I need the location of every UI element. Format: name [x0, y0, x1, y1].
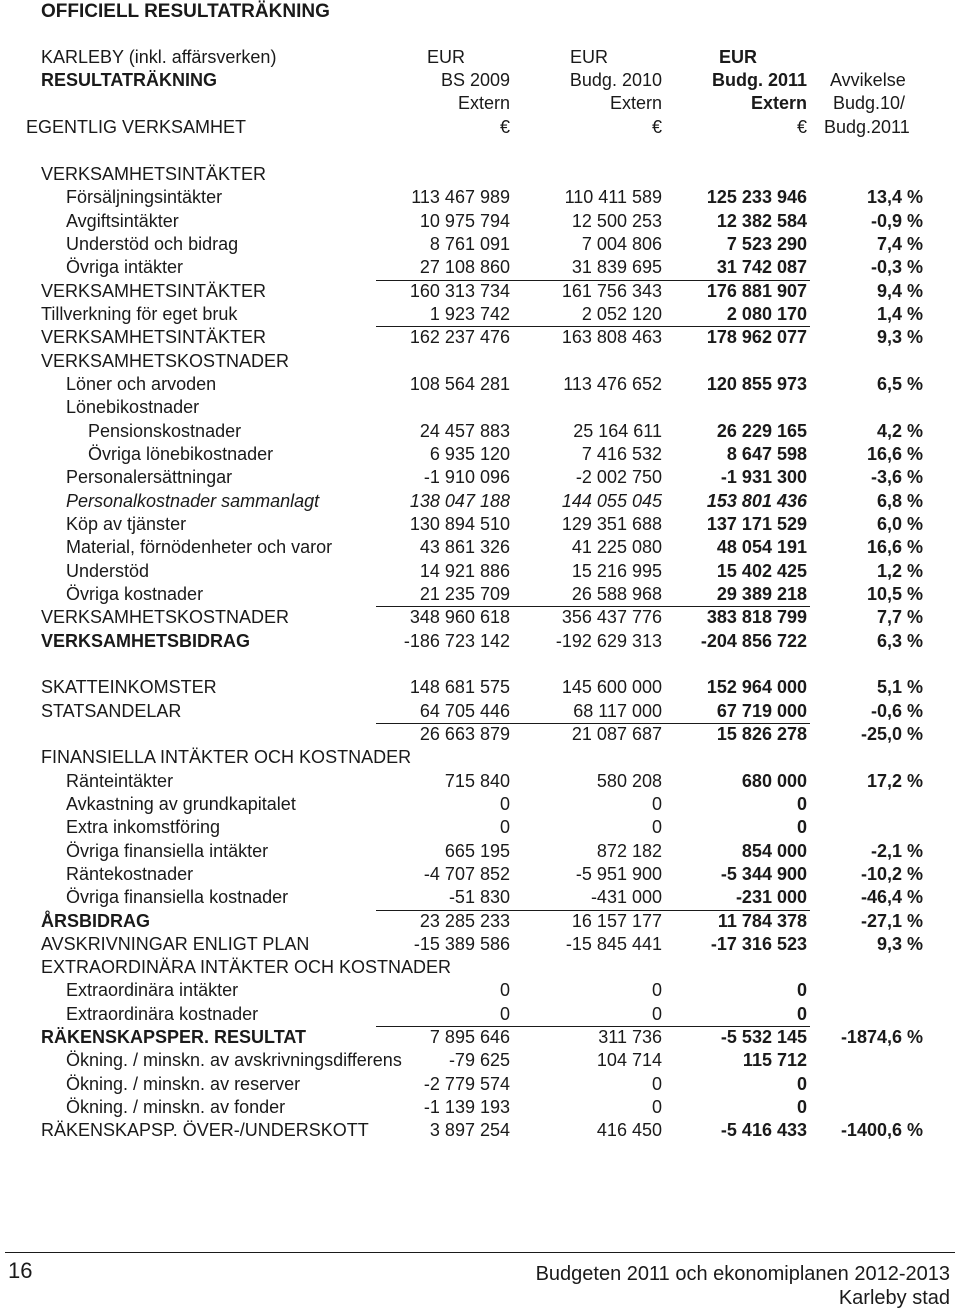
table-row	[0, 350, 960, 373]
row-label: Räntekostnader	[66, 863, 194, 884]
budg2010-value: 16 157 177	[571, 910, 662, 931]
deviation-value: 16,6 %	[866, 537, 923, 558]
income-statement-table	[0, 163, 960, 1143]
deviation-label: Avvikelse	[830, 70, 906, 90]
budg2010-value: -15 845 441	[565, 933, 662, 954]
deviation-value: 1,4 %	[876, 303, 923, 324]
col2-euro-icon: €	[651, 117, 662, 137]
bs2009-value: 43 861 326	[419, 537, 510, 558]
budg2011-value: 15 826 278	[716, 723, 807, 744]
bs2009-value: 0	[499, 817, 510, 838]
budg2011-value: 67 719 000	[716, 700, 807, 721]
table-row	[0, 723, 960, 746]
budg2011-value: -204 856 722	[700, 630, 807, 651]
table-row	[0, 746, 960, 769]
table-row	[0, 186, 960, 209]
bs2009-value: -51 830	[448, 887, 510, 908]
budg2011-value: 383 818 799	[706, 607, 807, 628]
section-label: EGENTLIG VERKSAMHET	[26, 117, 247, 137]
budg2011-value: -231 000	[735, 887, 807, 908]
budg2011-value: 0	[796, 1073, 807, 1094]
budg2010-value: 15 216 995	[571, 560, 662, 581]
deviation-value: -0,6 %	[870, 700, 923, 721]
table-row	[0, 1026, 960, 1049]
bs2009-value: 113 467 989	[411, 187, 510, 208]
col2-sub: Extern	[609, 93, 662, 113]
table-row	[0, 443, 960, 466]
row-label: Understöd och bidrag	[66, 233, 239, 254]
col3-currency: EUR	[719, 47, 758, 67]
deviation-value: -1874,6 %	[840, 1027, 923, 1048]
budg2011-value: -1 931 300	[720, 467, 807, 488]
budg2010-value: 113 476 652	[563, 373, 662, 394]
budg2011-value: 11 784 378	[717, 910, 807, 931]
table-row	[0, 513, 960, 536]
deviation-value: 17,2 %	[866, 770, 923, 791]
row-label: Tillverkning för eget bruk	[41, 303, 238, 324]
col2-name: Budg. 2010	[569, 70, 662, 90]
deviation-value: 13,4 %	[866, 187, 923, 208]
row-label: VERKSAMHETSBIDRAG	[41, 630, 251, 651]
table-row	[0, 420, 960, 443]
budg2010-value: 7 416 532	[581, 443, 662, 464]
budg2011-value: 120 855 973	[706, 373, 807, 394]
deviation-value: -0,3 %	[870, 257, 923, 278]
budg2011-value: -5 344 900	[720, 863, 807, 884]
bs2009-value: -2 779 574	[423, 1073, 510, 1094]
budg2010-value: 872 182	[596, 840, 662, 861]
deviation-value: -25,0 %	[860, 723, 923, 744]
bs2009-value: 23 285 233	[419, 910, 510, 931]
budg2011-value: 48 054 191	[716, 537, 807, 558]
budg2011-value: 0	[796, 980, 807, 1001]
row-label: RÄKENSKAPSP. ÖVER-/UNDERSKOTT	[41, 1120, 369, 1141]
deviation-value: 9,3 %	[876, 327, 923, 348]
bs2009-value: -15 389 586	[413, 933, 510, 954]
bs2009-value: 0	[499, 793, 510, 814]
row-label: EXTRAORDINÄRA INTÄKTER OCH KOSTNADER	[41, 957, 452, 978]
deviation-value: 7,4 %	[876, 233, 923, 254]
budg2010-value: 110 411 589	[564, 187, 662, 208]
bs2009-value: 8 761 091	[429, 233, 510, 254]
budg2010-value: 0	[651, 1097, 662, 1118]
deviation-label-2: Budg.10/	[833, 93, 906, 113]
row-label: Ränteintäkter	[66, 770, 174, 791]
table-row	[0, 163, 960, 186]
budg2010-value: -2 002 750	[575, 467, 662, 488]
row-label: Extraordinära intäkter	[66, 980, 239, 1001]
deviation-value: 1,2 %	[876, 560, 923, 581]
deviation-value: 9,4 %	[876, 280, 923, 301]
budg2011-value: 29 389 218	[716, 583, 807, 604]
table-row	[0, 490, 960, 513]
deviation-label-3: Budg.2011	[824, 117, 910, 137]
row-label: Övriga finansiella intäkter	[66, 840, 269, 861]
budg2010-value: 41 225 080	[571, 537, 662, 558]
deviation-value: 10,5 %	[866, 583, 923, 604]
table-row	[0, 1073, 960, 1096]
table-row	[0, 466, 960, 489]
budg2011-value: 0	[796, 817, 807, 838]
table-row	[0, 886, 960, 909]
col1-euro-icon: €	[499, 117, 510, 137]
budg2010-value: 31 839 695	[571, 257, 662, 278]
table-row	[0, 280, 960, 303]
row-label: Ökning. / minskn. av fonder	[66, 1097, 286, 1118]
deviation-value: -27,1 %	[860, 910, 923, 931]
budg2011-value: 12 382 584	[716, 210, 807, 231]
budg2010-value: 129 351 688	[561, 513, 662, 534]
table-row	[0, 303, 960, 326]
table-row	[0, 606, 960, 629]
budg2010-value: 0	[651, 793, 662, 814]
entity-label: KARLEBY (inkl. affärsverken)	[41, 47, 277, 67]
budg2011-value: 15 402 425	[716, 560, 807, 581]
col1-currency: EUR	[427, 47, 466, 67]
table-row	[0, 1096, 960, 1119]
deviation-value: -0,9 %	[870, 210, 923, 231]
budg2011-value: -5 416 433	[720, 1120, 807, 1141]
row-label: Försäljningsintäkter	[66, 187, 223, 208]
budg2011-value: 0	[796, 1097, 807, 1118]
row-label: Övriga finansiella kostnader	[66, 887, 289, 908]
row-label: Ökning. / minskn. av reserver	[66, 1073, 301, 1094]
budg2011-value: 2 080 170	[726, 303, 807, 324]
table-row	[0, 1049, 960, 1072]
table-row	[0, 1003, 960, 1026]
row-label: Övriga lönebikostnader	[88, 443, 274, 464]
deviation-value: 6,5 %	[876, 373, 923, 394]
footer-divider	[5, 1252, 955, 1253]
page-number: 16	[8, 1258, 33, 1283]
table-row	[0, 630, 960, 653]
budg2010-value: 12 500 253	[571, 210, 662, 231]
row-label: Lönebikostnader	[66, 397, 200, 418]
bs2009-value: 160 313 734	[409, 280, 510, 301]
budg2010-value: -192 629 313	[555, 630, 662, 651]
bs2009-value: -4 707 852	[423, 863, 510, 884]
deviation-value: 5,1 %	[876, 677, 923, 698]
row-label: VERKSAMHETSKOSTNADER	[41, 350, 290, 371]
col2-currency: EUR	[570, 47, 609, 67]
bs2009-value: 27 108 860	[419, 257, 510, 278]
col3-name: Budg. 2011	[711, 70, 807, 90]
budg2010-value: 0	[651, 980, 662, 1001]
bs2009-value: -186 723 142	[403, 630, 510, 651]
deviation-value: -1400,6 %	[840, 1120, 923, 1141]
table-row	[0, 863, 960, 886]
row-label: Pensionskostnader	[88, 420, 242, 441]
budg2010-value: -431 000	[590, 887, 662, 908]
bs2009-value: 138 047 188	[409, 490, 510, 511]
deviation-value: 7,7 %	[876, 607, 923, 628]
row-label: VERKSAMHETSINTÄKTER	[41, 280, 267, 301]
budg2011-value: 8 647 598	[726, 443, 807, 464]
budg2011-value: 854 000	[741, 840, 807, 861]
budg2010-value: 25 164 611	[573, 420, 662, 441]
table-row	[0, 653, 960, 676]
budg2010-value: 26 588 968	[571, 583, 662, 604]
bs2009-value: 6 935 120	[429, 443, 510, 464]
budg2011-value: -5 532 145	[720, 1027, 807, 1048]
budg2011-value: 26 229 165	[716, 420, 807, 441]
bs2009-value: 24 457 883	[419, 420, 510, 441]
col3-euro-icon: €	[796, 117, 807, 137]
table-row	[0, 979, 960, 1002]
statement-label: RESULTATRÄKNING	[41, 70, 217, 90]
row-label: Ökning. / minskn. av avskrivningsdifferens	[66, 1050, 402, 1071]
bs2009-value: -1 139 193	[423, 1097, 510, 1118]
table-row	[0, 396, 960, 419]
row-label: Personalkostnader sammanlagt	[66, 490, 320, 511]
row-label: VERKSAMHETSKOSTNADER	[41, 607, 290, 628]
table-row	[0, 233, 960, 256]
budg2011-value: 153 801 436	[706, 490, 807, 511]
row-label: SKATTEINKOMSTER	[41, 677, 217, 698]
table-row	[0, 933, 960, 956]
document-title: Budgeten 2011 och ekonomiplanen 2012-2013	[535, 1263, 950, 1285]
budg2011-value: 125 233 946	[706, 187, 807, 208]
row-label: Extra inkomstföring	[66, 817, 221, 838]
row-label: Löner och arvoden	[66, 373, 217, 394]
budg2011-value: -17 316 523	[710, 933, 807, 954]
bs2009-value: 148 681 575	[409, 677, 510, 698]
bs2009-value: 715 840	[444, 770, 510, 791]
deviation-value: 6,0 %	[876, 513, 923, 534]
table-row	[0, 676, 960, 699]
row-label: Avkastning av grundkapitalet	[66, 793, 296, 814]
table-row	[0, 210, 960, 233]
bs2009-value: 64 705 446	[419, 700, 510, 721]
deviation-value: -2,1 %	[870, 840, 923, 861]
row-label: Övriga intäkter	[66, 257, 184, 278]
bs2009-value: 108 564 281	[409, 373, 510, 394]
bs2009-value: 665 195	[444, 840, 510, 861]
col1-name: BS 2009	[440, 70, 510, 90]
budg2010-value: 0	[651, 1003, 662, 1024]
page-title: OFFICIELL RESULTATRÄKNING	[41, 1, 330, 22]
budg2010-value: 416 450	[596, 1120, 662, 1141]
deviation-value: -46,4 %	[860, 887, 923, 908]
table-row	[0, 560, 960, 583]
table-row	[0, 1119, 960, 1142]
budg2011-value: 178 962 077	[706, 327, 807, 348]
budg2011-value: 31 742 087	[716, 257, 807, 278]
budg2010-value: 0	[651, 817, 662, 838]
table-row	[0, 956, 960, 979]
deviation-value: 6,8 %	[876, 490, 923, 511]
budg2010-value: 21 087 687	[571, 723, 662, 744]
bs2009-value: 26 663 879	[419, 723, 510, 744]
table-row	[0, 793, 960, 816]
col3-sub: Extern	[750, 93, 807, 113]
row-label: RÄKENSKAPSPER. RESULTAT	[41, 1027, 307, 1048]
document-footer	[536, 1262, 950, 1310]
budg2010-value: 356 437 776	[561, 607, 662, 628]
budg2010-value: 104 714	[596, 1050, 662, 1071]
table-row	[0, 373, 960, 396]
row-label: VERKSAMHETSINTÄKTER	[41, 327, 267, 348]
budg2010-value: 161 756 343	[561, 280, 662, 301]
deviation-value: 16,6 %	[866, 443, 923, 464]
table-row	[0, 700, 960, 723]
bs2009-value: 0	[499, 1003, 510, 1024]
budg2010-value: -5 951 900	[575, 863, 662, 884]
budg2010-value: 580 208	[596, 770, 662, 791]
budg2010-value: 311 736	[598, 1027, 662, 1048]
budg2010-value: 163 808 463	[561, 327, 662, 348]
row-label: STATSANDELAR	[41, 700, 182, 721]
organization-name: Karleby stad	[838, 1287, 950, 1309]
budg2011-value: 152 964 000	[706, 677, 807, 698]
bs2009-value: 14 921 886	[419, 560, 510, 581]
table-row	[0, 840, 960, 863]
budg2011-value: 0	[796, 1003, 807, 1024]
row-label: Material, förnödenheter och varor	[66, 537, 333, 558]
budg2011-value: 7 523 290	[726, 233, 807, 254]
budg2011-value: 137 171 529	[706, 513, 807, 534]
budg2010-value: 68 117 000	[573, 700, 662, 721]
bs2009-value: 0	[499, 980, 510, 1001]
deviation-value: 9,3 %	[876, 933, 923, 954]
row-label: Personalersättningar	[66, 467, 233, 488]
bs2009-value: 7 895 646	[429, 1027, 510, 1048]
bs2009-value: -79 625	[448, 1050, 510, 1071]
deviation-value: -10,2 %	[860, 863, 923, 884]
deviation-value: -3,6 %	[870, 467, 923, 488]
bs2009-value: 3 897 254	[429, 1120, 510, 1141]
bs2009-value: 130 894 510	[409, 513, 510, 534]
table-row	[0, 770, 960, 793]
table-row	[0, 256, 960, 279]
budg2010-value: 145 600 000	[561, 677, 662, 698]
row-label: Understöd	[66, 560, 150, 581]
row-label: Köp av tjänster	[66, 513, 187, 534]
row-label: Extraordinära kostnader	[66, 1003, 259, 1024]
row-label: FINANSIELLA INTÄKTER OCH KOSTNADER	[41, 747, 412, 768]
bs2009-value: 348 960 618	[409, 607, 510, 628]
bs2009-value: 10 975 794	[419, 210, 510, 231]
table-row	[0, 583, 960, 606]
budg2010-value: 144 055 045	[561, 490, 662, 511]
table-header	[0, 46, 960, 166]
row-label: Övriga kostnader	[66, 583, 204, 604]
row-label: VERKSAMHETSINTÄKTER	[41, 164, 267, 184]
bs2009-value: -1 910 096	[423, 467, 510, 488]
row-label: Avgiftsintäkter	[66, 210, 179, 231]
budg2011-value: 176 881 907	[706, 280, 807, 301]
row-label: AVSKRIVNINGAR ENLIGT PLAN	[41, 933, 310, 954]
table-row	[0, 816, 960, 839]
row-label: ÅRSBIDRAG	[41, 910, 151, 931]
budg2011-value: 115 712	[742, 1050, 807, 1071]
table-row	[0, 536, 960, 559]
deviation-value: 6,3 %	[876, 630, 923, 651]
bs2009-value: 162 237 476	[409, 327, 510, 348]
deviation-value: 4,2 %	[876, 420, 923, 441]
table-row	[0, 326, 960, 349]
table-row	[0, 910, 960, 933]
budg2011-value: 680 000	[741, 770, 807, 791]
col1-sub: Extern	[457, 93, 510, 113]
budg2010-value: 0	[651, 1073, 662, 1094]
budg2010-value: 7 004 806	[581, 233, 662, 254]
budg2011-value: 0	[796, 793, 807, 814]
bs2009-value: 1 923 742	[429, 303, 510, 324]
bs2009-value: 21 235 709	[419, 583, 510, 604]
budg2010-value: 2 052 120	[581, 303, 662, 324]
